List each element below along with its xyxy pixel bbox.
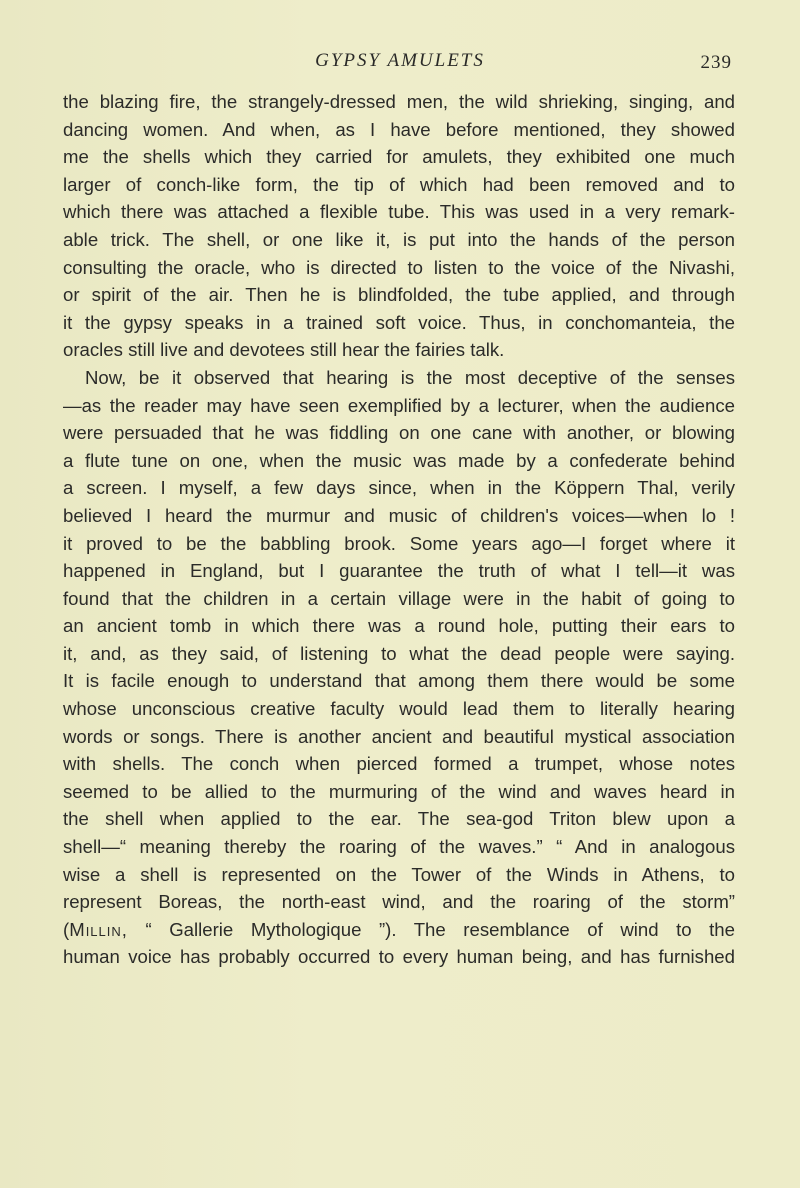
- paragraph-start-line: Now, be it observed that hearing is the most deceptive of the senses: [85, 366, 735, 388]
- text-line: a screen. I myself, a few days since, when in the Köppern Thal, verily: [63, 477, 735, 499]
- text-line: represent Boreas, the north-east wind, and the roaring of the storm”: [63, 891, 735, 913]
- text-line: happened in England, but I guarantee the truth of what I tell—it was: [63, 560, 735, 582]
- text-line: with shells. The conch when pierced formed a trumpet, whose notes: [63, 753, 735, 775]
- text-line: an ancient tomb in which there was a round hole, putting their ears to: [63, 615, 735, 637]
- text-line: a flute tune on one, when the music was made by a confederate behind: [63, 449, 735, 471]
- text-line: me the shells which they carried for amulets, they exhibited one much: [63, 146, 735, 168]
- running-title: GYPSY AMULETS: [315, 50, 485, 71]
- text-line: were persuaded that he was fiddling on one cane with another, or blowing: [63, 422, 735, 444]
- text-line: it the gypsy speaks in a trained soft voice. Thus, in conchomanteia, the: [63, 311, 735, 333]
- text-line: or spirit of the air. Then he is blindfolded, the tube applied, and through: [63, 284, 735, 306]
- body-text: [63, 88, 735, 971]
- page-number: 239: [700, 52, 732, 73]
- text-line: which there was attached a flexible tube. This was used in a very remark-: [63, 201, 735, 223]
- text-line: it, and, as they said, of listening to what the dead people were saying.: [63, 642, 735, 664]
- text-line: consulting the oracle, who is directed to listen to the voice of the Nivashi,: [63, 256, 735, 278]
- text-line: whose unconscious creative faculty would lead them to literally hearing: [63, 698, 735, 720]
- text-line: able trick. The shell, or one like it, is put into the hands of the person: [63, 228, 735, 250]
- paragraph-end-line: oracles still live and devotees still hear the fairies talk.: [63, 339, 505, 361]
- text-line: It is facile enough to understand that among them there would be some: [63, 670, 735, 692]
- citation-text: “ Gallerie Mythologique ”). The resemblance of wind to the: [127, 918, 735, 940]
- open-paren: (: [63, 918, 70, 940]
- text-line: shell—“ meaning thereby the roaring of the waves.” “ And in analogous: [63, 836, 735, 858]
- text-line: it proved to be the babbling brook. Some years ago—I forget where it: [63, 532, 735, 554]
- text-line: the blazing fire, the strangely-dressed men, the wild shrieking, singing, and: [63, 91, 735, 112]
- text-line: seemed to be allied to the murmuring of the wind and waves heard in: [63, 780, 735, 802]
- text-line: larger of conch-like form, the tip of which had been removed and to: [63, 173, 735, 195]
- text-line: wise a shell is represented on the Tower of the Winds in Athens, to: [63, 863, 735, 885]
- running-head: [0, 50, 800, 80]
- text-line: human voice has probably occurred to every human being, and has furnished: [63, 946, 735, 968]
- citation-line: [63, 916, 735, 944]
- citation-author: Millin,: [69, 918, 128, 940]
- text-line: —as the reader may have seen exemplified by a lecturer, when the audience: [63, 394, 735, 416]
- text-line: found that the children in a certain village were in the habit of going to: [63, 587, 735, 609]
- text-line: dancing women. And when, as I have before mentioned, they showed: [63, 118, 735, 140]
- text-line: words or songs. There is another ancient and beautiful mystical association: [63, 725, 735, 747]
- text-line: believed I heard the murmur and music of children's voices—when lo !: [63, 504, 735, 526]
- text-line: the shell when applied to the ear. The sea-god Triton blew upon a: [63, 808, 735, 830]
